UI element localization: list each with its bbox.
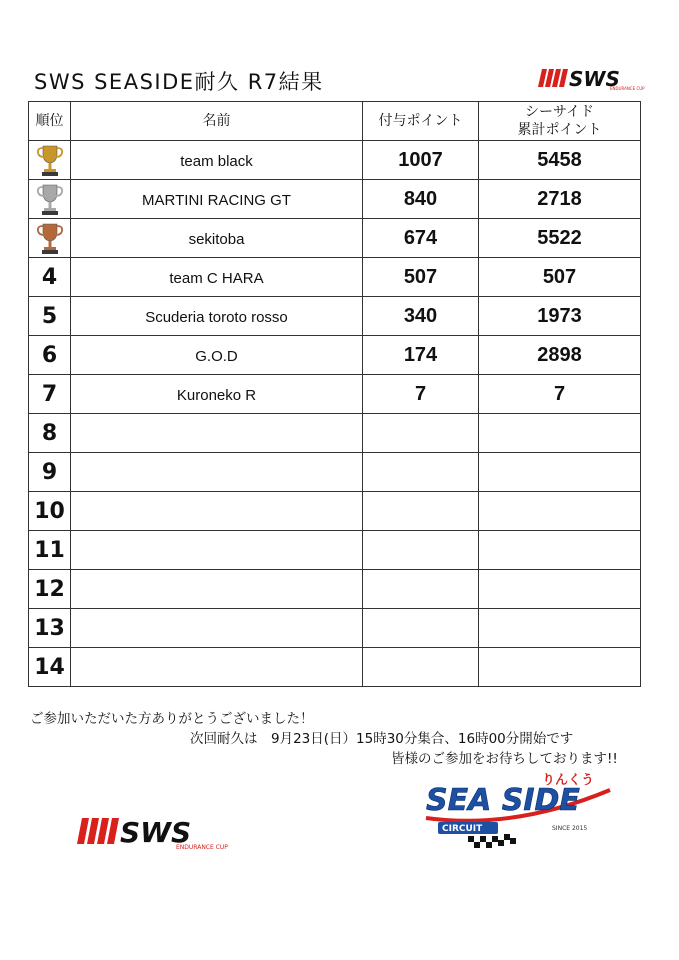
trophy-silver-icon xyxy=(34,182,66,216)
awarded-points-cell xyxy=(363,336,479,375)
cumulative-points: 5522 xyxy=(537,226,582,249)
cumulative-points-cell xyxy=(479,492,641,531)
logo-top-text: SWS xyxy=(569,67,620,91)
rank-cell xyxy=(29,453,71,492)
table-row xyxy=(29,141,641,180)
sws-logo-top xyxy=(538,67,648,91)
team-name-cell xyxy=(71,609,363,648)
table-row xyxy=(29,219,641,258)
awarded-points: 840 xyxy=(403,187,438,210)
cumulative-points: 2898 xyxy=(537,343,582,366)
rank-cell xyxy=(29,492,71,531)
team-name: Kuroneko R xyxy=(176,386,257,404)
awarded-points-cell xyxy=(363,453,479,492)
awarded-points-cell xyxy=(363,648,479,687)
seaside-circuit-logo xyxy=(424,770,614,852)
rank-number: 4 xyxy=(41,264,58,290)
team-name-cell xyxy=(71,375,363,414)
seaside-logo-main: SEA SIDE xyxy=(426,783,580,818)
cumulative-points-cell xyxy=(479,336,641,375)
col-rank-header: 順位 xyxy=(29,102,71,141)
rank-cell xyxy=(29,336,71,375)
rank-cell xyxy=(29,141,71,180)
awarded-points-cell xyxy=(363,609,479,648)
rank-number: 13 xyxy=(34,615,65,641)
rank-cell xyxy=(29,570,71,609)
col-total-header xyxy=(479,102,641,141)
rank-cell xyxy=(29,414,71,453)
page-title: SWS SEASIDE耐久 R7結果 xyxy=(34,70,324,94)
cumulative-points: 2718 xyxy=(537,187,582,210)
team-name-cell xyxy=(71,336,363,375)
logo-top-sub: ENDURANCE CUP xyxy=(610,86,645,91)
awarded-points-cell xyxy=(363,375,479,414)
team-name: Scuderia toroto rosso xyxy=(145,308,288,326)
team-name-cell xyxy=(71,414,363,453)
table-row xyxy=(29,336,641,375)
table-row xyxy=(29,297,641,336)
cumulative-points: 5458 xyxy=(537,148,582,171)
table-row xyxy=(29,180,641,219)
cumulative-points-cell xyxy=(479,570,641,609)
team-name-cell xyxy=(71,570,363,609)
rank-cell xyxy=(29,258,71,297)
rank-number: 12 xyxy=(34,576,65,602)
awarded-points-cell xyxy=(363,297,479,336)
cumulative-points: 7 xyxy=(553,382,566,405)
awarded-points-cell xyxy=(363,414,479,453)
rank-number: 6 xyxy=(41,342,58,368)
rank-number: 14 xyxy=(34,654,65,680)
awarded-points: 1007 xyxy=(398,148,443,171)
logo-bottom-sub: ENDURANCE CUP xyxy=(176,844,228,850)
table-row xyxy=(29,531,641,570)
table-row xyxy=(29,258,641,297)
closing-message: 皆様のご参加をお待ちしております!! xyxy=(391,751,618,767)
cumulative-points-cell xyxy=(479,609,641,648)
team-name-cell xyxy=(71,297,363,336)
col-total-header-line2: 累計ポイント xyxy=(517,122,602,138)
team-name-cell xyxy=(71,492,363,531)
cumulative-points: 1973 xyxy=(537,304,582,327)
rank-number: 8 xyxy=(41,420,58,446)
team-name-cell xyxy=(71,180,363,219)
table-row xyxy=(29,453,641,492)
team-name-cell xyxy=(71,531,363,570)
thanks-message: ご参加いただいた方ありがとうございました！ xyxy=(30,711,314,727)
rank-cell xyxy=(29,180,71,219)
team-name: MARTINI RACING GT xyxy=(142,191,291,209)
team-name-cell xyxy=(71,141,363,180)
col-name-header: 名前 xyxy=(71,102,363,141)
team-name: team C HARA xyxy=(169,269,264,287)
table-header-row xyxy=(29,102,641,141)
rank-number: 9 xyxy=(41,459,58,485)
awarded-points: 174 xyxy=(403,343,438,366)
rank-cell xyxy=(29,531,71,570)
awarded-points-cell xyxy=(363,531,479,570)
awarded-points: 340 xyxy=(403,304,438,327)
team-name-cell xyxy=(71,219,363,258)
next-event-message: 次回耐久は 9月23日(日）15時30分集合、16時00分開始です xyxy=(190,731,574,747)
table-row xyxy=(29,492,641,531)
sws-logo-bottom xyxy=(76,814,236,850)
cumulative-points-cell xyxy=(479,414,641,453)
table-row xyxy=(29,609,641,648)
cumulative-points-cell xyxy=(479,141,641,180)
results-table xyxy=(28,101,641,687)
rank-number: 10 xyxy=(34,498,65,524)
cumulative-points-cell xyxy=(479,531,641,570)
table-row xyxy=(29,570,641,609)
team-name: team black xyxy=(180,152,253,170)
awarded-points-cell xyxy=(363,492,479,531)
cumulative-points-cell xyxy=(479,648,641,687)
team-name-cell xyxy=(71,648,363,687)
cumulative-points-cell xyxy=(479,453,641,492)
trophy-bronze-icon xyxy=(34,221,66,255)
rank-cell xyxy=(29,297,71,336)
trophy-gold-icon xyxy=(34,143,66,177)
cumulative-points-cell xyxy=(479,219,641,258)
team-name: sekitoba xyxy=(188,230,245,248)
table-row xyxy=(29,375,641,414)
rank-cell xyxy=(29,219,71,258)
cumulative-points-cell xyxy=(479,297,641,336)
cumulative-points: 507 xyxy=(542,265,577,288)
rank-cell xyxy=(29,375,71,414)
awarded-points: 7 xyxy=(414,382,427,405)
rank-cell xyxy=(29,648,71,687)
seaside-logo-circuit: CIRCUIT xyxy=(442,824,483,834)
awarded-points-cell xyxy=(363,141,479,180)
cumulative-points-cell xyxy=(479,375,641,414)
cumulative-points-cell xyxy=(479,180,641,219)
rank-number: 11 xyxy=(34,537,65,563)
rank-number: 7 xyxy=(41,381,58,407)
cumulative-points-cell xyxy=(479,258,641,297)
logo-bottom-text: SWS xyxy=(120,816,192,849)
team-name-cell xyxy=(71,453,363,492)
awarded-points-cell xyxy=(363,258,479,297)
table-row xyxy=(29,648,641,687)
awarded-points-cell xyxy=(363,219,479,258)
col-points-header: 付与ポイント xyxy=(363,102,479,141)
awarded-points-cell xyxy=(363,570,479,609)
team-name: G.O.D xyxy=(195,347,238,365)
table-row xyxy=(29,414,641,453)
seaside-logo-since: SINCE 2015 xyxy=(552,825,588,832)
rank-number: 5 xyxy=(41,303,58,329)
col-total-header-line1: シーサイド xyxy=(524,104,595,120)
rank-cell xyxy=(29,609,71,648)
awarded-points-cell xyxy=(363,180,479,219)
awarded-points: 674 xyxy=(403,226,438,249)
team-name-cell xyxy=(71,258,363,297)
awarded-points: 507 xyxy=(403,265,438,288)
seaside-logo-kana: りんくう xyxy=(542,773,595,788)
